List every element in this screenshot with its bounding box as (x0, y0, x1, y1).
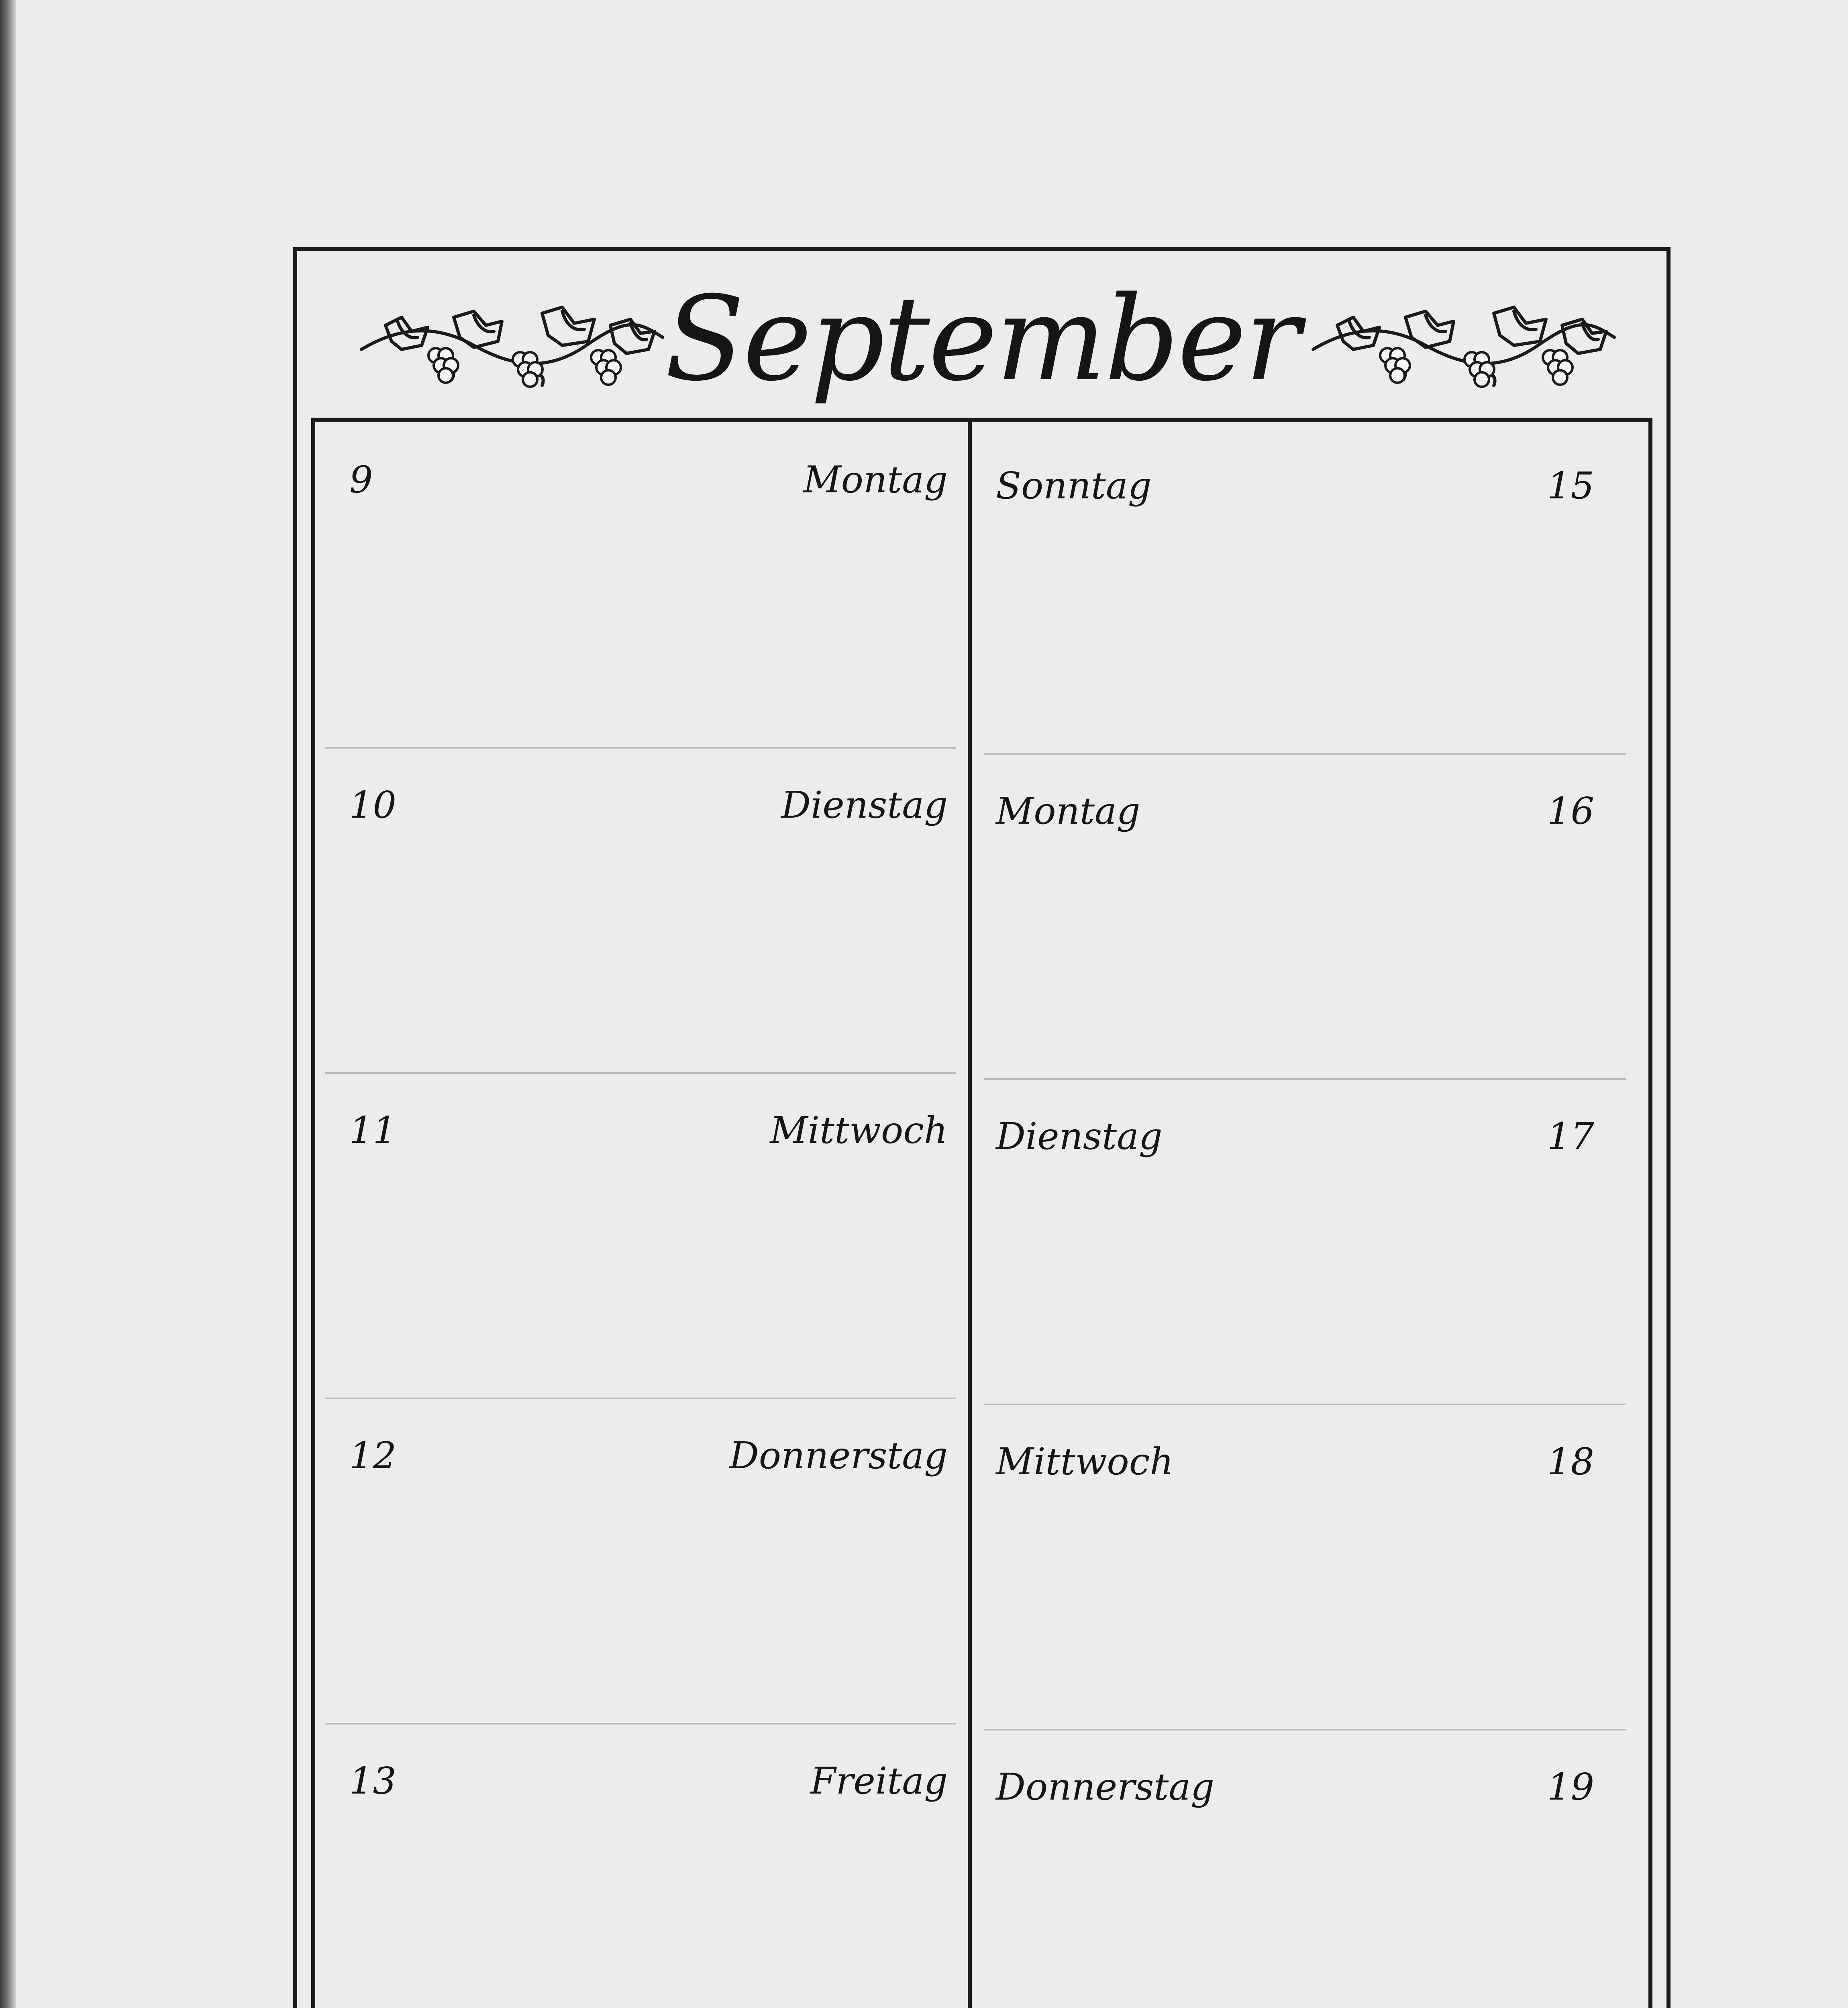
weekday-label: Mittwoch (770, 1109, 948, 1152)
weekday-label: Dienstag (781, 784, 948, 826)
day-number: 9 (349, 458, 373, 501)
weekday-label: Dienstag (996, 1115, 1163, 1158)
row-divider (325, 747, 956, 749)
day-cell[interactable] (980, 753, 1638, 1078)
row-divider (984, 753, 1626, 755)
day-cell[interactable] (980, 428, 1638, 753)
day-number: 17 (1547, 1115, 1594, 1158)
day-number: 16 (1547, 790, 1594, 833)
day-cell[interactable] (321, 422, 960, 747)
column-divider (968, 418, 972, 2008)
row-divider (325, 1072, 956, 1074)
row-divider (984, 1078, 1626, 1080)
day-number: 12 (349, 1434, 397, 1477)
weekday-label: Donnerstag (729, 1434, 948, 1477)
page-binding-edge (0, 0, 16, 2008)
weekday-label: Freitag (810, 1759, 948, 1802)
day-cell[interactable] (321, 747, 960, 1072)
weekday-label: Mittwoch (996, 1440, 1174, 1483)
row-divider (325, 1723, 956, 1724)
month-title: September (665, 271, 1299, 407)
day-cell[interactable] (321, 1072, 960, 1398)
weekday-label: Donnerstag (996, 1765, 1215, 1808)
grapevine-icon (1305, 289, 1622, 398)
day-cell[interactable] (980, 1729, 1638, 2008)
day-cell[interactable] (321, 1723, 960, 2008)
day-number: 19 (1547, 1765, 1594, 1808)
day-number: 11 (349, 1109, 397, 1152)
day-cell[interactable] (980, 1078, 1638, 1404)
day-number: 15 (1547, 464, 1594, 507)
day-cell[interactable] (321, 1398, 960, 1723)
day-number: 10 (349, 784, 397, 826)
weekday-label: Sonntag (996, 464, 1152, 507)
row-divider (325, 1398, 956, 1399)
weekday-label: Montag (996, 790, 1140, 833)
day-number: 18 (1547, 1440, 1594, 1483)
day-cell[interactable] (980, 1404, 1638, 1729)
day-number: 13 (349, 1759, 397, 1802)
row-divider (984, 1404, 1626, 1405)
calendar-header (293, 247, 1671, 424)
weekday-label: Montag (803, 458, 948, 501)
row-divider (984, 1729, 1626, 1730)
